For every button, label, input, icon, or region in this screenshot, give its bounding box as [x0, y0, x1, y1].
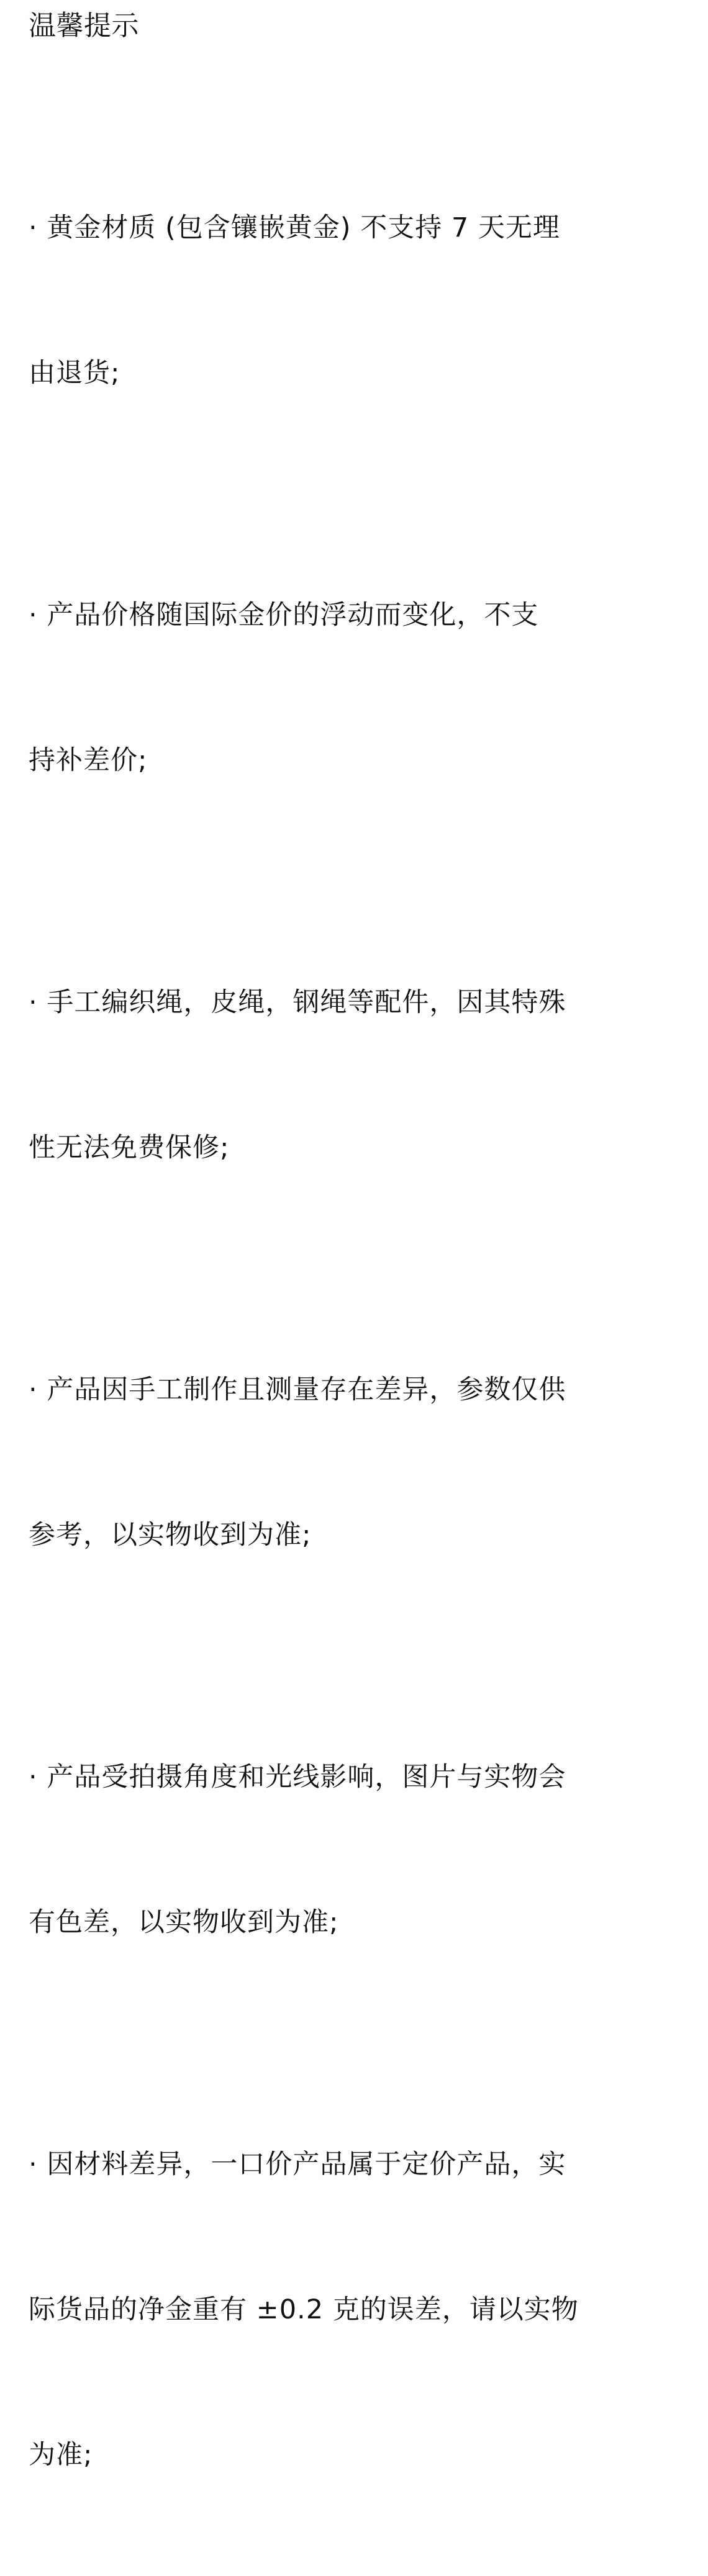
notice-item-3 [29, 881, 650, 1269]
notice-6-line-1: · 因材料差异，一口价产品属于定价产品，实 [29, 2149, 566, 2180]
notice-item-1 [29, 107, 650, 494]
notice-1-line-2: 由退货; [29, 358, 120, 389]
notice-6-line-2: 际货品的净金重有 ±0.2 克的误差，请以实物 [29, 2294, 579, 2325]
notice-list [29, 107, 650, 2576]
notice-4-line-1: · 产品因手工制作且测量存在差异，参数仅供 [29, 1374, 566, 1405]
notice-4-line-2: 参考，以实物收到为准; [29, 1520, 312, 1551]
notice-5-line-1: · 产品受拍摄角度和光线影响，图片与实物会 [29, 1762, 566, 1793]
page-title: 温馨提示 [29, 10, 139, 42]
notice-2-line-1: · 产品价格随国际金价的浮动而变化，不支 [29, 600, 539, 631]
notice-item-2 [29, 494, 650, 881]
notice-2-line-2: 持补差价; [29, 745, 148, 776]
notice-6-line-3: 为准; [29, 2439, 93, 2470]
notice-3-line-1: · 手工编织绳，皮绳，钢绳等配件，因其特殊 [29, 987, 566, 1018]
notice-1-line-1: · 黄金材质 (包含镶嵌黄金) 不支持 7 天无理 [29, 212, 560, 243]
notice-item-4 [29, 1269, 650, 1656]
notice-item-5 [29, 1656, 650, 2043]
notice-item-6 [29, 2043, 650, 2576]
notice-3-line-2: 性无法免费保修; [29, 1132, 230, 1163]
notice-5-line-2: 有色差，以实物收到为准; [29, 1907, 339, 1938]
